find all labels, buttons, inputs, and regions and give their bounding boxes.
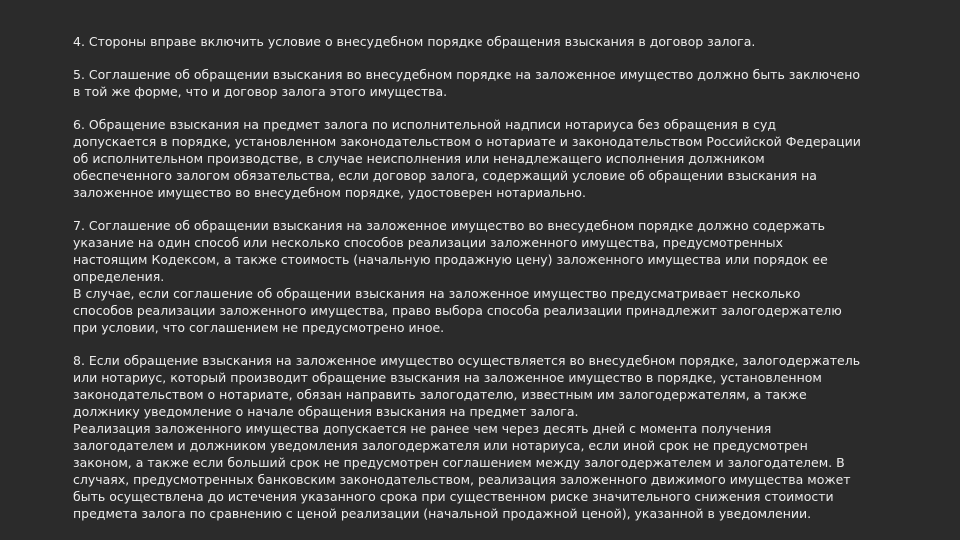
paragraph-gap xyxy=(73,50,950,66)
text-line: 5. Соглашение об обращении взыскания во внесудебном порядке на заложенное имущество должно быть заключено xyxy=(73,67,861,82)
paragraph-4 xyxy=(73,33,950,50)
paragraph-8 xyxy=(73,352,950,522)
text-line: заложенное имущество во внесудебном порядке, удостоверен нотариально. xyxy=(73,185,586,200)
text-line: настоящим Кодексом, а также стоимость (начальную продажную цену) заложенного имущества или порядок ее xyxy=(73,252,828,267)
text-line: обеспеченного залогом обязательства, если договор залога, содержащий условие об обращении взыскания на xyxy=(73,168,817,183)
text-line: или нотариус, который производит обращение взыскания на заложенное имущество в порядке, установленном xyxy=(73,370,822,385)
paragraph-7 xyxy=(73,217,950,336)
paragraph-gap xyxy=(73,100,950,116)
text-line: в той же форме, что и договор залога этого имущества. xyxy=(73,84,448,99)
text-line: указание на один способ или несколько способов реализации заложенного имущества, предусмотренных xyxy=(73,235,784,250)
text-line: залогодателем и должником уведомления залогодержателя или нотариуса, если иной срок не предусмотрен xyxy=(73,438,808,453)
text-line: способов реализации заложенного имущества, право выбора способа реализации принадлежит залогодержателю xyxy=(73,303,842,318)
text-line: Реализация заложенного имущества допускается не ранее чем через десять дней с момента получения xyxy=(73,421,772,436)
text-line: 7. Соглашение об обращении взыскания на заложенное имущество во внесудебном порядке должно содержать xyxy=(73,218,825,233)
text-line: случаях, предусмотренных банковским законодательством, реализация заложенного движимого имущества может xyxy=(73,472,851,487)
text-line: должнику уведомление о начале обращения взыскания на предмет залога. xyxy=(73,404,579,419)
text-line: В случае, если соглашение об обращении взыскания на заложенное имущество предусматривает несколько xyxy=(73,286,801,301)
text-line: при условии, что соглашением не предусмотрено иное. xyxy=(73,320,445,335)
text-line: 6. Обращение взыскания на предмет залога по исполнительной надписи нотариуса без обращения в суд xyxy=(73,117,777,132)
text-line: предмета залога по сравнению с ценой реализации (начальной продажной ценой), указанной в уведомлении. xyxy=(73,506,812,521)
text-line: допускается в порядке, установленном законодательством о нотариате и законодательством Российской Федерации xyxy=(73,134,861,149)
text-line: быть осуществлена до истечения указанного срока при существенном риске значительного снижения стоимости xyxy=(73,489,834,504)
text-line: 8. Если обращение взыскания на заложенное имущество осуществляется во внесудебном порядке, залогодержатель xyxy=(73,353,861,368)
paragraph-6 xyxy=(73,116,950,201)
text-line: об исполнительном производстве, в случае неисполнения или ненадлежащего исполнения должником xyxy=(73,151,765,166)
text-line: 4. Стороны вправе включить условие о внесудебном порядке обращения взыскания в договор залога. xyxy=(73,34,756,49)
text-line: законодательством о нотариате, обязан направить залогодателю, известным им залогодержателям, а также xyxy=(73,387,807,402)
paragraph-gap xyxy=(73,201,950,217)
text-line: законом, а также если больший срок не предусмотрен соглашением между залогодержателем и залогодателем. В xyxy=(73,455,845,470)
paragraph-gap xyxy=(73,336,950,352)
paragraph-5 xyxy=(73,66,950,100)
text-line: определения. xyxy=(73,269,165,284)
